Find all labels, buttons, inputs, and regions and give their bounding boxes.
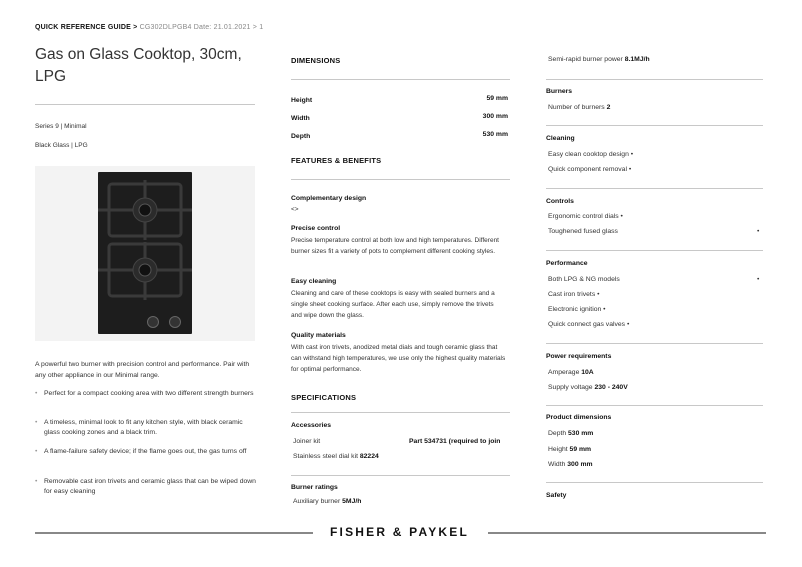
feature-bullet: • Perfect for a compact cooking area with two different strength burners (35, 390, 254, 397)
controls-bullet: • (757, 228, 760, 235)
series-meta: Series 9 | Minimal (35, 123, 87, 130)
pd-width: Width 300 mm (548, 461, 593, 468)
amperage: Amperage 10A (548, 369, 594, 376)
number-of-burners: Number of burners 2 (548, 104, 611, 111)
model-date: CG302DLPGB4 Date: 21.01.2021 > 1 (139, 24, 264, 31)
feature-bullet: • A flame-failure safety device; if the flame goes out, the gas turns off (35, 448, 247, 455)
cleaning-title: Cleaning (546, 135, 575, 142)
product-title-line1: Gas on Glass Cooktop, 30cm, (35, 46, 242, 63)
burner-ratings-title: Burner ratings (291, 484, 338, 491)
dim-depth-label: Depth (291, 133, 311, 140)
product-summary (35, 44, 255, 88)
feature-title: Quality materials (291, 332, 346, 339)
safety-title: Safety (546, 492, 567, 499)
cleaning-item: Quick component removal • (548, 166, 632, 173)
joiner-kit-label: Joiner kit (293, 438, 321, 445)
finish-meta: Black Glass | LPG (35, 142, 88, 149)
performance-item: Electronic ignition • (548, 306, 606, 313)
controls-title: Controls (546, 198, 574, 205)
joiner-kit-value: Part 534731 (required to join (409, 438, 501, 445)
controls-item: Ergonomic control dials • (548, 213, 623, 220)
product-dimensions-title: Product dimensions (546, 414, 612, 421)
feature-text: Cleaning and care of these cooktops is easy with sealed burners and a single sheet cooking surface. After each use, simply remove the trivets and wipe down the glass. (291, 290, 495, 319)
supply-voltage: Supply voltage 230 - 240V (548, 384, 628, 391)
features-divider (291, 179, 510, 180)
col3-divider (546, 343, 763, 344)
feature-title: Complementary design (291, 195, 367, 202)
product-intro: A powerful two burner with precision control and performance. Pair with any other appliance in our Minimal range. (35, 361, 250, 379)
specifications-divider (291, 412, 510, 413)
feature-bullet: • A timeless, minimal look to fit any kitchen style, with black ceramic glass cooking zones and a black trim. (35, 419, 243, 436)
col3-divider (546, 125, 763, 126)
performance-bullet: • (757, 276, 760, 283)
controls-item: Toughened fused glass (548, 228, 618, 235)
cooktop-illustration (35, 166, 255, 341)
pd-depth: Depth 530 mm (548, 430, 594, 437)
cleaning-item: Easy clean cooktop design • (548, 151, 634, 158)
col3-divider (546, 79, 763, 80)
burners-title: Burners (546, 88, 573, 95)
performance-item: Cast iron trivets • (548, 291, 600, 298)
feature-title: Precise control (291, 225, 341, 232)
product-title-line2: LPG (35, 68, 67, 85)
col3-divider (546, 482, 763, 483)
dim-height-label: Height (291, 97, 313, 104)
feature-title: Easy cleaning (291, 278, 337, 285)
pd-height: Height 59 mm (548, 446, 592, 453)
dimensions-divider (291, 79, 510, 80)
aux-burner: Auxiliary burner 5MJ/h (293, 498, 362, 505)
dim-width-label: Width (291, 115, 310, 122)
features-heading: FEATURES & BENEFITS (291, 156, 382, 165)
dim-width-value: 300 mm (482, 113, 508, 120)
performance-item: Both LPG & NG models (548, 276, 620, 283)
accessories-divider (291, 475, 510, 476)
doc-header (35, 24, 263, 31)
feature-bullet: • Removable cast iron trivets and ceramic glass that can be wiped down for easy cleaning (35, 478, 256, 495)
col3-divider (546, 188, 763, 189)
dimensions-heading: DIMENSIONS (291, 56, 341, 65)
performance-item: Quick connect gas valves • (548, 321, 630, 328)
dim-depth-value: 530 mm (482, 131, 508, 138)
power-title: Power requirements (546, 353, 612, 360)
feature-text: With cast iron trivets, anodized metal dials and tough ceramic glass that can withstand high temperatures, we use only the highest quality materials for optimal performance. (291, 344, 506, 373)
feature-text: Precise temperature control at both low and high temperatures. Different burner sizes fit a variety of pots to complement different cooking styles. (291, 237, 499, 255)
brand-logo: FISHER & PAYKEL (330, 525, 470, 539)
product-image (35, 166, 255, 341)
semi-rapid-burner: Semi-rapid burner power 8.1MJ/h (548, 56, 650, 63)
accessories-title: Accessories (291, 422, 332, 429)
col3-divider (546, 405, 763, 406)
specifications-heading: SPECIFICATIONS (291, 393, 357, 402)
guide-label: QUICK REFERENCE GUIDE > (35, 24, 138, 31)
col3-divider (546, 250, 763, 251)
footer-rule-left (35, 532, 313, 534)
dim-height-value: 59 mm (486, 95, 508, 102)
dial-kit: Stainless steel dial kit 82224 (293, 453, 379, 460)
title-divider (35, 104, 255, 105)
performance-title: Performance (546, 260, 588, 267)
feature-text: <> (291, 206, 299, 213)
footer-rule-right (488, 532, 766, 534)
